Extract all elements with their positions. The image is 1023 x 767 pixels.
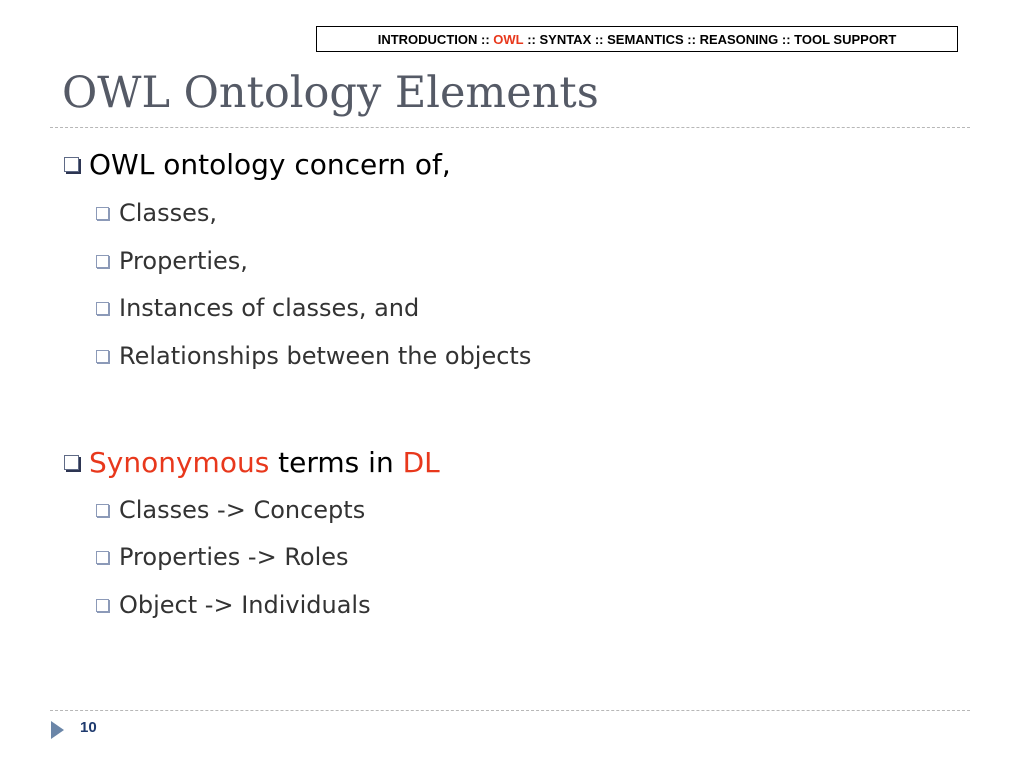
nav-prefix: INTRODUCTION :: xyxy=(377,31,494,47)
highlight-dl: DL xyxy=(402,446,440,479)
nav-active-section: OWL xyxy=(493,31,524,47)
sub-bullet-item xyxy=(96,496,365,524)
square-bullet-icon xyxy=(96,207,109,220)
sub-bullet-text: Properties, xyxy=(119,247,248,275)
square-bullet-icon xyxy=(96,302,109,315)
slide-title: OWL Ontology Elements xyxy=(62,68,599,118)
square-bullet-icon xyxy=(96,350,109,363)
square-bullet-icon xyxy=(96,504,109,517)
triangle-right-icon xyxy=(51,721,64,739)
sub-bullet-item xyxy=(96,591,371,619)
sub-bullet-item xyxy=(96,294,419,322)
bullet-section-1 xyxy=(64,148,451,181)
square-bullet-icon xyxy=(64,455,79,470)
sub-bullet-item xyxy=(96,543,349,571)
square-bullet-icon xyxy=(96,551,109,564)
sub-bullet-text: Object -> Individuals xyxy=(119,591,371,619)
square-bullet-icon xyxy=(64,157,79,172)
sub-bullet-text: Properties -> Roles xyxy=(119,543,349,571)
bullet-section-2-text: terms in xyxy=(269,446,403,479)
highlight-synonymous: Synonymous xyxy=(89,446,270,479)
sub-bullet-item xyxy=(96,247,248,275)
bullet-section-1-text: OWL ontology concern of, xyxy=(89,148,451,181)
footer-divider xyxy=(50,710,970,711)
section-nav-breadcrumb xyxy=(316,26,958,52)
sub-bullet-text: Instances of classes, and xyxy=(119,294,420,322)
sub-bullet-text: Classes, xyxy=(119,199,218,227)
title-divider xyxy=(50,127,970,128)
sub-bullet-text: Relationships between the objects xyxy=(119,342,532,370)
sub-bullet-item xyxy=(96,199,217,227)
page-number: 10 xyxy=(80,719,97,736)
sub-bullet-item xyxy=(96,342,531,370)
square-bullet-icon xyxy=(96,255,109,268)
nav-suffix: :: SYNTAX :: SEMANTICS :: REASONING :: TOOL SUPPORT xyxy=(523,31,897,47)
bullet-section-2 xyxy=(64,446,440,479)
sub-bullet-text: Classes -> Concepts xyxy=(119,496,366,524)
square-bullet-icon xyxy=(96,599,109,612)
